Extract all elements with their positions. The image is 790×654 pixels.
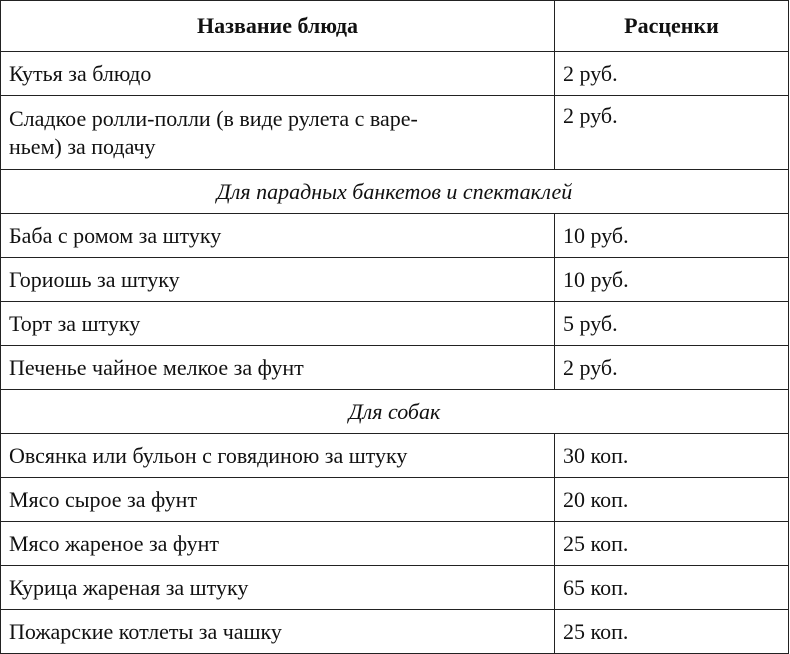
dish-name: Торт за штуку [1,302,555,346]
dish-name: Овсянка или бульон с говядиною за штуку [1,434,555,478]
table-row [1,52,789,96]
table-row [1,302,789,346]
dish-price: 25 коп. [555,522,789,566]
table-row [1,522,789,566]
table-row [1,214,789,258]
dish-name-line: ньем) за подачу [9,133,156,159]
dish-price: 5 руб. [555,302,789,346]
dish-price: 20 коп. [555,478,789,522]
dish-name: Кутья за блюдо [1,52,555,96]
table-row [1,434,789,478]
dish-name: Мясо жареное за фунт [1,522,555,566]
dish-price: 10 руб. [555,258,789,302]
table-row [1,566,789,610]
section-row [1,170,789,214]
table-row [1,346,789,390]
dish-price: 65 коп. [555,566,789,610]
dish-name [1,96,555,170]
dish-price: 2 руб. [555,96,789,170]
dish-price: 25 коп. [555,610,789,654]
dish-price: 10 руб. [555,214,789,258]
table-row [1,258,789,302]
table-row [1,478,789,522]
dish-price: 2 руб. [555,52,789,96]
dish-name: Баба с ромом за штуку [1,214,555,258]
table-row [1,96,789,170]
section-title: Для собак [1,390,789,434]
header-row [1,1,789,52]
dish-name: Мясо сырое за фунт [1,478,555,522]
column-header-dish-name: Название блюда [1,1,555,52]
dish-price: 30 коп. [555,434,789,478]
dish-price: 2 руб. [555,346,789,390]
dish-name: Гориошь за штуку [1,258,555,302]
dish-name: Курица жареная за штуку [1,566,555,610]
section-title: Для парадных банкетов и спектаклей [1,170,789,214]
dish-name: Печенье чайное мелкое за фунт [1,346,555,390]
section-row [1,390,789,434]
column-header-price: Расценки [555,1,789,52]
dish-name: Пожарские котлеты за чашку [1,610,555,654]
dish-name-line: Сладкое ролли-полли (в виде рулета с варе- [9,105,418,131]
table-row [1,610,789,654]
